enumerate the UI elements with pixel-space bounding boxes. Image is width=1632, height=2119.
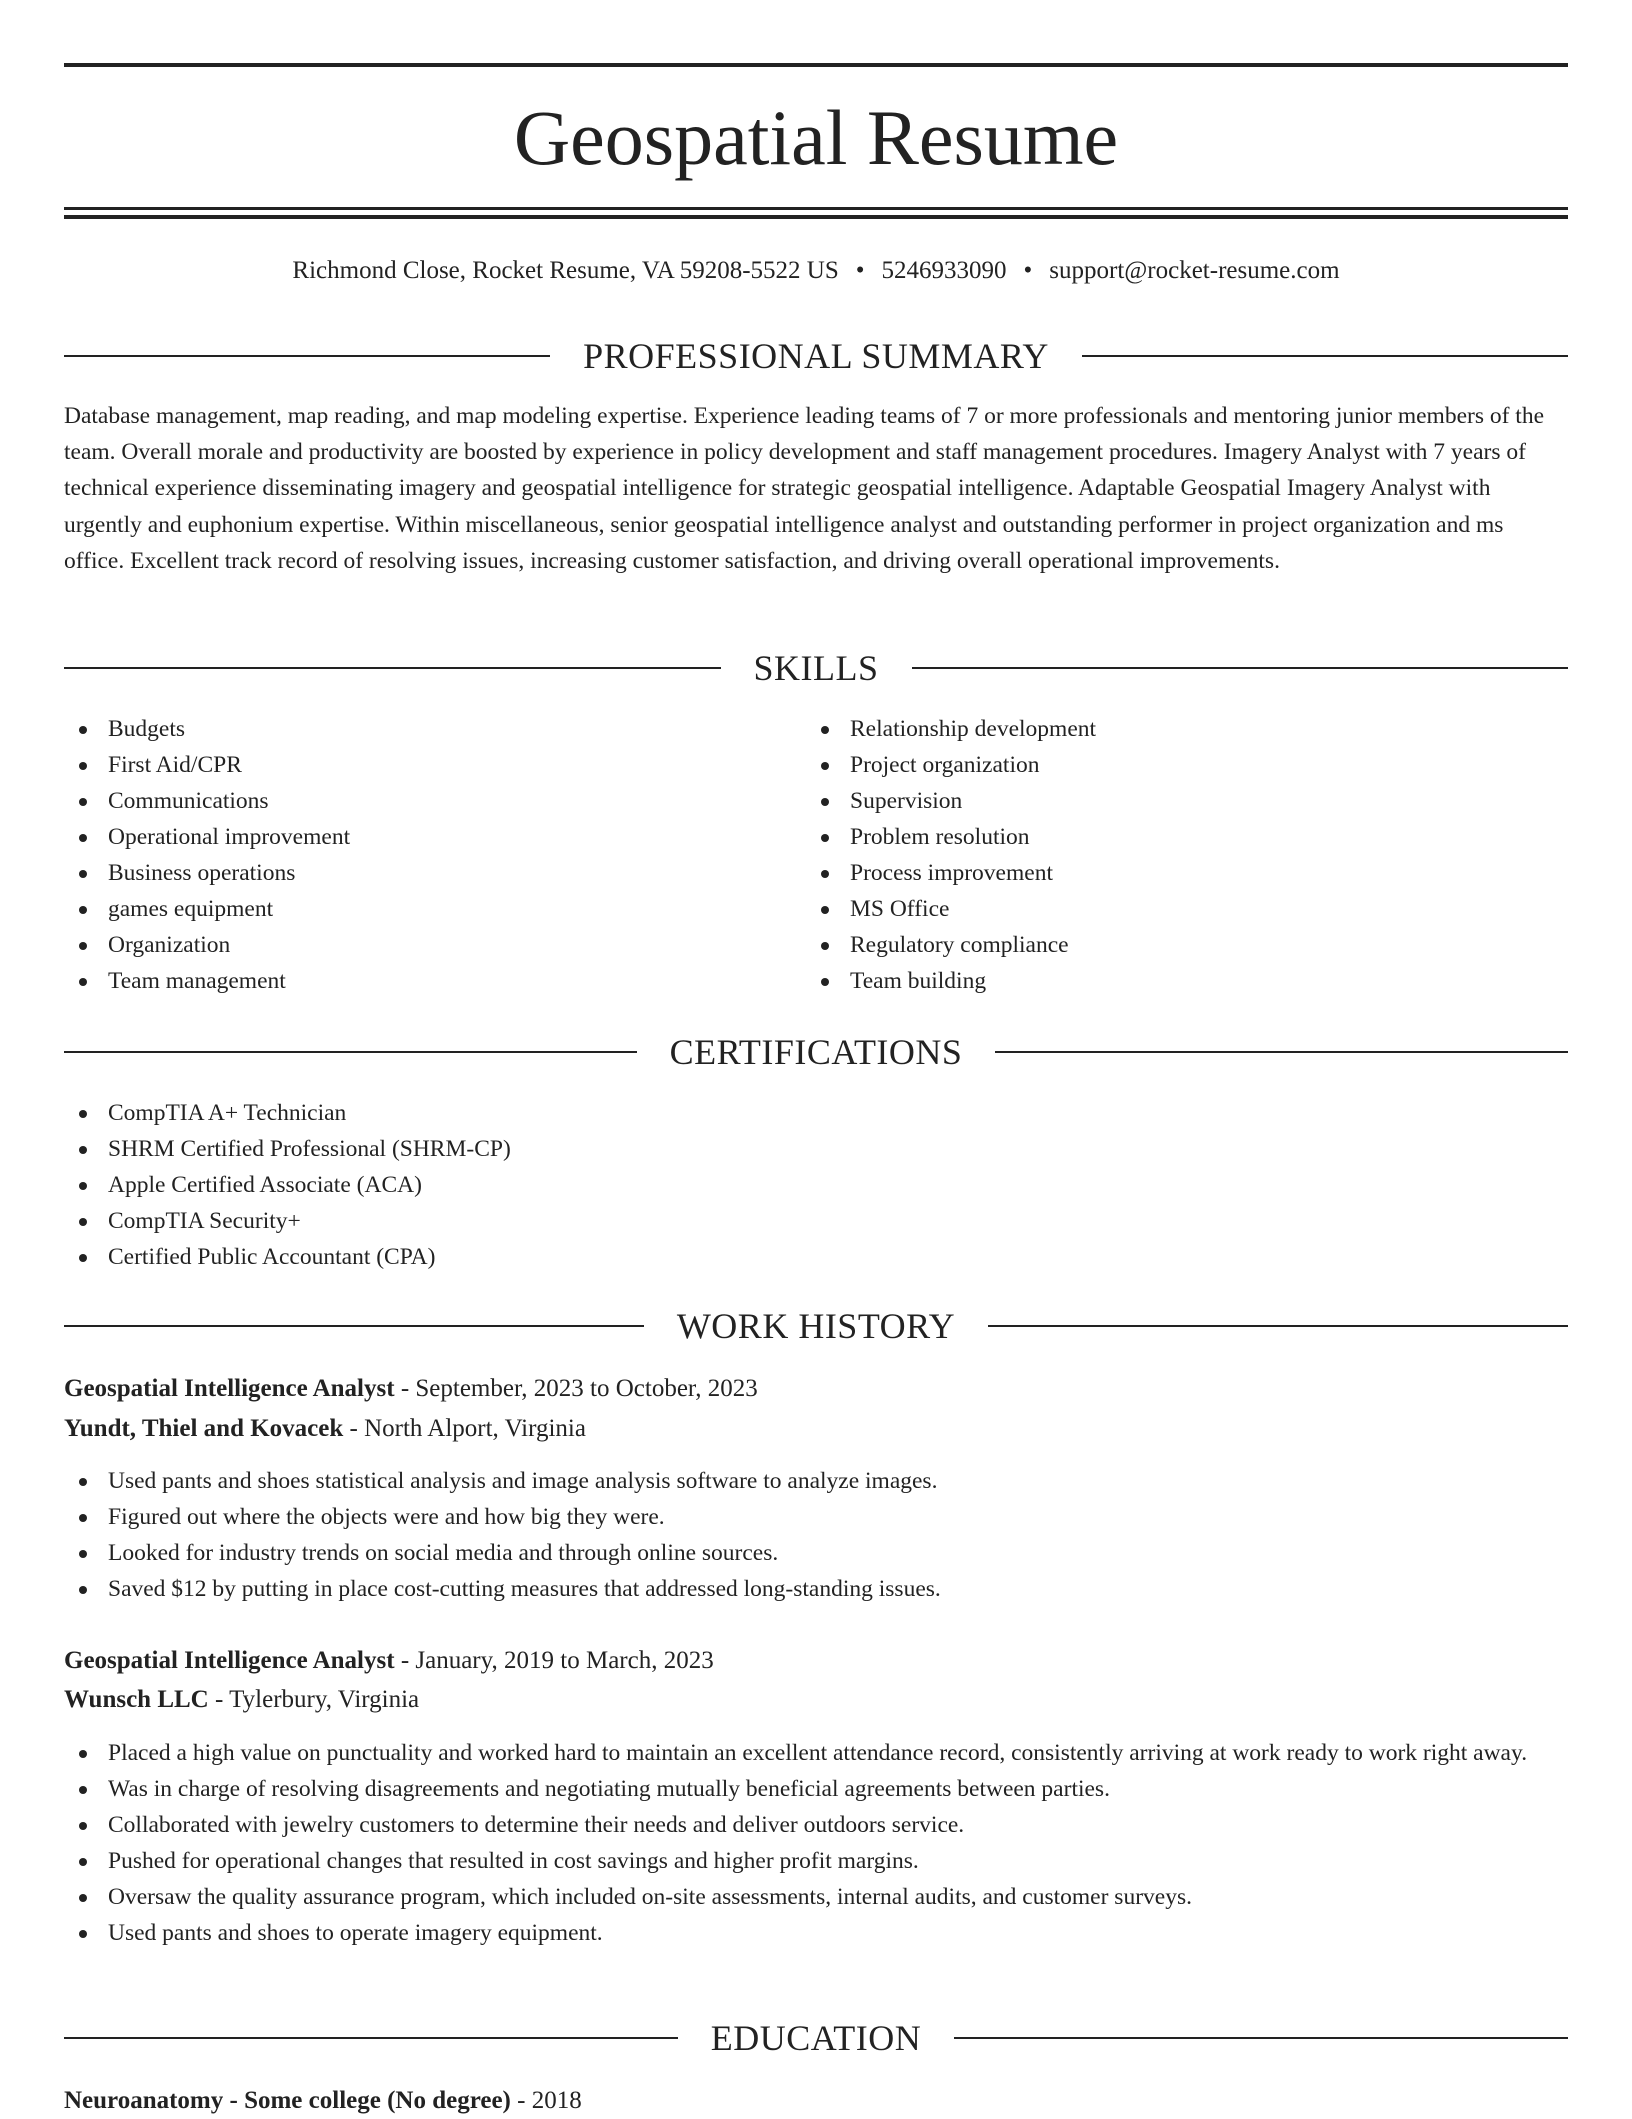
skill-item: Operational improvement <box>64 819 804 855</box>
job-bullets <box>64 1463 1568 1607</box>
skill-item: Project organization <box>806 747 1566 783</box>
skill-item: Relationship development <box>806 711 1566 747</box>
job-company: Yundt, Thiel and Kovacek <box>64 1415 344 1442</box>
section-title-education: EDUCATION <box>710 2018 922 2058</box>
education-entry <box>64 2083 1568 2119</box>
certification-item: SHRM Certified Professional (SHRM-CP) <box>64 1131 1568 1167</box>
section-title-summary: PROFESSIONAL SUMMARY <box>583 336 1049 376</box>
section-rule <box>64 1325 644 1327</box>
section-rule <box>64 2037 678 2039</box>
section-title-work: WORK HISTORY <box>676 1306 956 1346</box>
certification-item: Certified Public Accountant (CPA) <box>64 1239 1568 1275</box>
section-rule <box>64 355 550 357</box>
section-rule <box>995 1051 1568 1053</box>
job-title: Geospatial Intelligence Analyst <box>64 1375 395 1402</box>
contact-line <box>64 254 1568 288</box>
job-bullet: Used pants and shoes to operate imagery equipment. <box>64 1915 1568 1951</box>
contact-email: support@rocket-resume.com <box>1049 257 1340 284</box>
section-title-skills: SKILLS <box>753 648 879 688</box>
education-degree: Neuroanatomy - Some college (No degree) <box>64 2087 511 2114</box>
job-bullet: Oversaw the quality assurance program, which included on-site assessments, internal audits, and customer surveys. <box>64 1879 1568 1915</box>
skills-list-left <box>64 711 804 999</box>
certification-item: Apple Certified Associate (ACA) <box>64 1167 1568 1203</box>
job-bullet: Saved $12 by putting in place cost-cutting measures that addressed long-standing issues. <box>64 1571 1568 1607</box>
job-dates: January, 2019 to March, 2023 <box>415 1647 714 1674</box>
skill-item: Budgets <box>64 711 804 747</box>
skill-item: Problem resolution <box>806 819 1566 855</box>
skill-item: Communications <box>64 783 804 819</box>
job-title-line <box>64 1371 1568 1407</box>
skills-list-right <box>806 711 1566 999</box>
job-dates: September, 2023 to October, 2023 <box>415 1375 758 1402</box>
section-rule <box>988 1325 1568 1327</box>
contact-separator: • <box>1023 257 1033 284</box>
section-rule <box>912 667 1569 669</box>
certifications-list <box>64 1095 1568 1275</box>
job-title-line <box>64 1643 1568 1679</box>
section-title-certifications: CERTIFICATIONS <box>669 1032 963 1072</box>
skill-item: Regulatory compliance <box>806 927 1566 963</box>
job-bullet: Used pants and shoes statistical analysis and image analysis software to analyze images. <box>64 1463 1568 1499</box>
job-location: North Alport, Virginia <box>364 1415 586 1442</box>
section-rule <box>64 667 721 669</box>
section-header-summary <box>64 333 1568 379</box>
skill-item: Team management <box>64 963 804 999</box>
skill-item: MS Office <box>806 891 1566 927</box>
resume-name: Geospatial Resume <box>513 94 1119 181</box>
job-bullet: Was in charge of resolving disagreements and negotiating mutually beneficial agreements between parties. <box>64 1771 1568 1807</box>
education-dash: - <box>510 2087 532 2114</box>
job-dash: - <box>343 1415 365 1442</box>
job-company: Wunsch LLC <box>64 1686 209 1713</box>
job-dash: - <box>208 1686 230 1713</box>
skill-item: Organization <box>64 927 804 963</box>
certification-item: CompTIA A+ Technician <box>64 1095 1568 1131</box>
education-year: 2018 <box>531 2087 582 2114</box>
job-bullet: Looked for industry trends on social media and through online sources. <box>64 1535 1568 1571</box>
summary-paragraph: Database management, map reading, and map modeling expertise. Experience leading teams of 7 or more professionals and mentoring junior members of the team. Overall morale and productivity are boosted by experience in policy development and staff management procedures. Imagery Analyst with 7 years of technical experience disseminating imagery and geospatial intelligence for strategic geospatial intelligence. Adaptable Geospatial Imagery Analyst with urgently and euphonium expertise. Within miscellaneous, senior geospatial intelligence analyst and outstanding performer in project organization and ms office. Excellent track record of resolving issues, increasing customer satisfaction, and driving overall operational improvements. <box>64 403 1545 574</box>
section-rule <box>1082 355 1568 357</box>
skill-item: First Aid/CPR <box>64 747 804 783</box>
job-bullet: Pushed for operational changes that resulted in cost savings and higher profit margins. <box>64 1843 1568 1879</box>
job-company-line <box>64 1411 1568 1447</box>
top-rule <box>64 63 1568 67</box>
certification-item: CompTIA Security+ <box>64 1203 1568 1239</box>
job-dash: - <box>394 1647 416 1674</box>
section-header-certifications <box>64 1029 1568 1075</box>
contact-address: Richmond Close, Rocket Resume, VA 59208-5522 US <box>292 257 839 284</box>
section-rule <box>64 1051 637 1053</box>
skill-item: Business operations <box>64 855 804 891</box>
job-company-line <box>64 1682 1568 1718</box>
skill-item: Process improvement <box>806 855 1566 891</box>
job-title: Geospatial Intelligence Analyst <box>64 1647 395 1674</box>
skill-item: Supervision <box>806 783 1566 819</box>
contact-phone: 5246933090 <box>881 257 1007 284</box>
contact-separator: • <box>855 257 865 284</box>
section-header-education <box>64 2015 1568 2061</box>
section-header-work <box>64 1303 1568 1349</box>
job-location: Tylerbury, Virginia <box>229 1686 420 1713</box>
skill-item: games equipment <box>64 891 804 927</box>
header-rule-lower <box>64 215 1568 219</box>
skill-item: Team building <box>806 963 1566 999</box>
job-bullet: Figured out where the objects were and how big they were. <box>64 1499 1568 1535</box>
job-bullets <box>64 1735 1568 1951</box>
job-dash: - <box>394 1375 416 1402</box>
section-header-skills <box>64 645 1568 691</box>
section-rule <box>954 2037 1568 2039</box>
job-bullet: Placed a high value on punctuality and worked hard to maintain an excellent attendance record, consistently arriving at work ready to work right away. <box>64 1735 1568 1771</box>
job-bullet: Collaborated with jewelry customers to determine their needs and deliver outdoors service. <box>64 1807 1568 1843</box>
header-rule-upper <box>64 207 1568 210</box>
